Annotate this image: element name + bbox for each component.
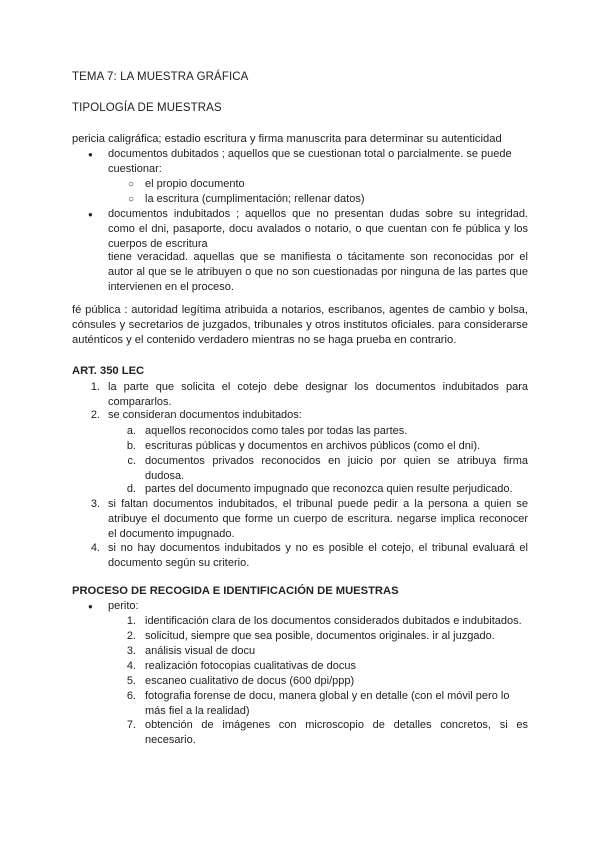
proceso-step: escaneo cualitativo de docus (600 dpi/ppp) (145, 675, 355, 687)
list-letter: c. (127, 455, 136, 467)
proceso-heading: PROCESO DE RECOGIDA E IDENTIFICACIÓN DE MUESTRAS (72, 585, 399, 597)
list-number: 3. (90, 498, 100, 510)
art350-subitem: documentos privados reconocidos en juicio por quien se atribuya firma dudosa. (145, 455, 528, 482)
intro-paragraph: pericia caligráfica; estadio escritura y firma manuscrita para determinar su autenticidad (72, 133, 502, 145)
list-number: 2. (126, 630, 136, 642)
list-number: 7. (126, 719, 136, 731)
proceso-step: identificación clara de los documentos considerados dubitados e indubitados. (145, 615, 522, 627)
bullet-marker: ● (88, 210, 93, 219)
bullet-marker: ● (88, 602, 93, 611)
art350-item: se consideran documentos indubitados: (108, 409, 302, 421)
circle-marker: ○ (128, 179, 135, 190)
proceso-step: fotografia forense de docu, manera global y en detalle (con el móvil pero lo más fiel a la realidad) (145, 690, 510, 717)
list-number: 6. (126, 690, 136, 702)
indubitados-item: documentos indubitados ; aquellos que no presentan dudas sobre su integridad. como el dni, pasaporte, docu avalados o notario, o que cuentan con fe pública y los cuerpos de escritura (108, 208, 528, 250)
proceso-step: solicitud, siempre que sea posible, documentos originales. ir al juzgado. (145, 630, 495, 642)
list-number: 2. (90, 409, 100, 421)
list-number: 4. (126, 660, 136, 672)
list-letter: b. (126, 440, 136, 452)
dubitados-subitem: la escritura (cumplimentación; rellenar datos) (145, 193, 365, 205)
circle-marker: ○ (128, 194, 135, 205)
dubitados-subitem: el propio documento (145, 178, 245, 190)
bullet-marker: ● (88, 150, 93, 159)
indubitados-continuation: tiene veracidad. aquellas que se manifiesta o tácitamente son reconocidas por el autor al que se le atribuyen o que no son cuestionadas por ninguna de las partes que intervienen en el proceso. (108, 251, 528, 293)
proceso-step: obtención de imágenes con microscopio de detalles concretos, si es necesario. (145, 719, 528, 746)
list-letter: a. (126, 425, 136, 437)
art350-heading: ART. 350 LEC (72, 365, 145, 377)
perito-item: perito: (108, 600, 139, 612)
art350-subitem: partes del documento impugnado que reconozca quien resulte perjudicado. (145, 483, 513, 495)
list-number: 4. (90, 542, 100, 554)
fe-publica-paragraph: fé pública : autoridad legítima atribuida a notarios, escribanos, agentes de cambio y bolsa, cónsules y secretarios de juzgados, tribunales y otros institutos oficiales. para considerarse auténticos y el contenido verdadero mientras no se haga prueba en contrario. (72, 304, 528, 346)
list-number: 1. (90, 381, 100, 393)
art350-subitem: escrituras públicas y documentos en archivos públicos (como el dni). (145, 440, 481, 452)
list-number: 5. (126, 675, 136, 687)
page-title: TEMA 7: LA MUESTRA GRÁFICA (72, 71, 249, 83)
list-number: 3. (126, 645, 136, 657)
list-number: 1. (126, 615, 136, 627)
art350-subitem: aquellos reconocidos como tales por todas las partes. (145, 425, 408, 437)
art350-item: si faltan documentos indubitados, el tribunal puede pedir a la persona a quien se atribuye el documento que forme un cuerpo de escritura. negarse implica reconocer el documento impugnado. (108, 498, 528, 540)
proceso-step: realización fotocopias cualitativas de docus (145, 660, 356, 672)
art350-item: si no hay documentos indubitados y no es posible el cotejo, el tribunal evaluará el documento según su criterio. (108, 542, 528, 569)
section-subtitle: TIPOLOGÍA DE MUESTRAS (72, 102, 222, 114)
list-letter: d. (126, 483, 136, 495)
dubitados-item: documentos dubitados ; aquellos que se cuestionan total o parcialmente. se puede cuestionar: (108, 148, 512, 175)
art350-item: la parte que solicita el cotejo debe designar los documentos indubitados para compararlos. (108, 381, 528, 408)
proceso-step: análisis visual de docu (145, 645, 256, 657)
